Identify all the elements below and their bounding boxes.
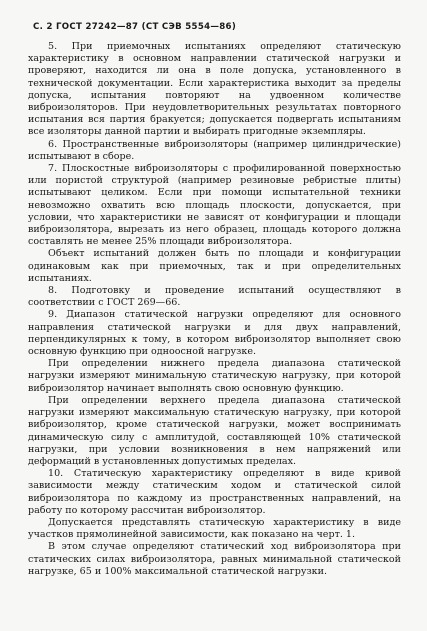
paragraph-9: 9. Диапазон статической нагрузки определяют для основного направления статической нагрузки и для двух направлений, перпендикулярных к тому, в котором виброизолятор выполняет свою основную функцию при одноосной нагрузке.	[28, 309, 401, 358]
paragraph-10: 10. Статическую характеристику определяют в виде кривой зависимости между статическим ходом и статической силой виброизолятора по каждому из пространственных направлений, на работу по которому рассчитан виброизолятор.	[28, 468, 401, 516]
paragraph-10-static-travel: В этом случае определяют статический ход виброизолятора при статических силах виброизолятора, равных минимальной статической нагрузке, 65 и 100% максимальной статической нагрузки.	[28, 541, 401, 577]
paragraph-10-linear-segments: Допускается представлять статическую характеристику в виде участков прямолинейной зависимости, как показано на черт. 1.	[28, 516, 401, 541]
paragraph-5: 5. При приемочных испытаниях определяют статическую характеристику в основном направлении статической нагрузки и проверяют, находится ли она в поле допуска, установленного в технической документации. Если характеристика выходит за пределы допуска, испытания повторяют на удвоенном количестве виброизоляторов. При неудовлетворительных результатах повторного испытания вся партия бракуется; допускается подвергать испытаниям все изоляторы данной партии и выбирать пригодные экземпляры.	[28, 41, 401, 138]
paragraph-8: 8. Подготовку и проведение испытаний осуществляют в соответствии с ГОСТ 269—66.	[28, 285, 401, 309]
paragraph-9-upper-limit: При определении верхнего предела диапазона статической нагрузки измеряют максимальную статическую нагрузку, при которой виброизолятор, кроме статической нагрузки, может воспринимать динамическую силу с амплитудой, составляющей 10% статической нагрузки, при условии возникновения в нем напряжений или деформаций в установленных допустимых пределах.	[28, 394, 401, 467]
page-header: С. 2 ГОСТ 27242—87 (СТ СЭВ 5554—86)	[33, 22, 237, 32]
paragraph-7-test-object: Объект испытаний должен быть по площади и конфигурации одинаковым как при приемочных, так и при определительных испытаниях.	[28, 248, 401, 284]
paragraph-6: 6. Пространственные виброизоляторы (например цилиндрические) испытывают в сборе.	[28, 138, 401, 162]
paragraph-7: 7. Плоскостные виброизоляторы с профилированной поверхностью или пористой структурой (например резиновые ребристые плиты) испытывают целиком. Если при помощи испытательной техники невозможно охватить всю площадь плоскости, допускается, при условии, что характеристики не зависят от конфигурации и площади виброизолятора, вырезать из него образец, площадь которого должна составлять не менее 25% площади виброизолятора.	[28, 163, 401, 248]
paragraph-9-lower-limit: При определении нижнего предела диапазона статической нагрузки измеряют минимальную статическую нагрузку, при которой виброизолятор начинает выполнять свою основную функцию.	[28, 358, 401, 394]
